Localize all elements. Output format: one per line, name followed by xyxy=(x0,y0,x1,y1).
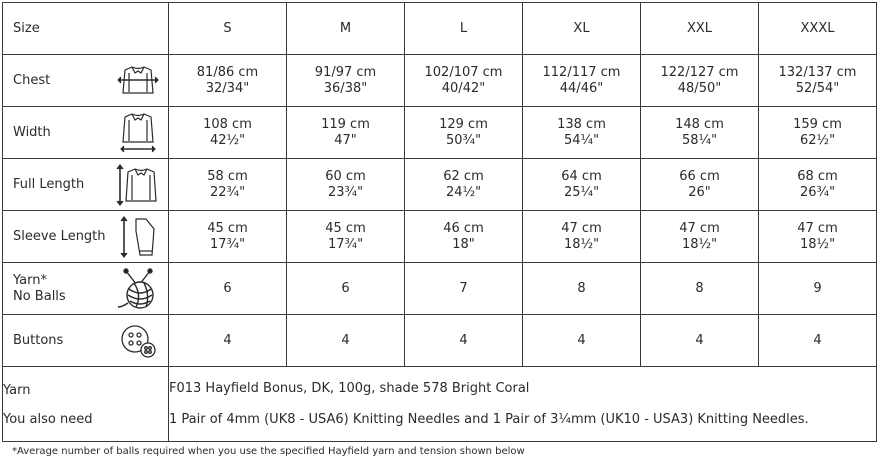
buttons-row xyxy=(3,315,877,367)
full-length-m-in: 23¾" xyxy=(327,184,364,200)
size-l-header: L xyxy=(405,3,523,55)
size-header-cell xyxy=(3,3,169,55)
also-need-label: You also need xyxy=(3,412,93,427)
full-length-l-cm: 62 cm xyxy=(443,168,484,184)
width-xl-cell xyxy=(523,107,641,159)
sleeve-length-m-in: 17¾" xyxy=(327,236,364,252)
full-length-label-cell xyxy=(3,159,169,211)
buttons-l-cell: 4 xyxy=(405,315,523,367)
size-header-label: Size xyxy=(13,20,40,36)
chest-label: Chest xyxy=(13,72,51,88)
full-length-label: Full Length xyxy=(13,176,85,192)
chest-s-cm: 81/86 cm xyxy=(196,64,259,80)
sleeve-length-xxxl-cm: 47 cm xyxy=(797,220,838,236)
full-length-s-cm: 58 cm xyxy=(207,168,248,184)
buttons-xl-cell: 4 xyxy=(523,315,641,367)
full-length-s-cell xyxy=(169,159,287,211)
yarn-balls-label xyxy=(13,273,66,305)
width-xxl-in: 58¼" xyxy=(681,132,718,148)
chest-m-cell xyxy=(287,55,405,107)
sleeve-length-s-cm: 45 cm xyxy=(207,220,248,236)
width-m-cm: 119 cm xyxy=(321,116,370,132)
size-xxl-header: XXL xyxy=(641,3,759,55)
also-need-text: 1 Pair of 4mm (UK8 - USA6) Knitting Needles and 1 Pair of 3¼mm (UK10 - USA3) Knitting Needles. xyxy=(169,411,809,427)
width-l-cm: 129 cm xyxy=(439,116,488,132)
buttons-xxxl-cell: 4 xyxy=(759,315,877,367)
sleeve-length-xxl-in: 18½" xyxy=(681,236,718,252)
chest-m-cm: 91/97 cm xyxy=(314,64,377,80)
full-length-xxl-cm: 66 cm xyxy=(679,168,720,184)
width-s-cell xyxy=(169,107,287,159)
width-row xyxy=(3,107,877,159)
full-length-xxxl-in: 26¾" xyxy=(799,184,836,200)
chest-xxl-cm: 122/127 cm xyxy=(660,64,739,80)
chest-xxxl-in: 52/54" xyxy=(795,80,840,96)
sleeve-length-label: Sleeve Length xyxy=(13,228,106,244)
yarn-balls-l-cell: 7 xyxy=(405,263,523,315)
chest-xxxl-cell xyxy=(759,55,877,107)
chest-s-cell xyxy=(169,55,287,107)
sweater-width-icon xyxy=(116,111,160,155)
sweater-length-icon xyxy=(116,163,160,207)
buttons-label: Buttons xyxy=(13,332,64,348)
sleeve-length-s-in: 17¾" xyxy=(209,236,246,252)
sleeve-length-xl-cm: 47 cm xyxy=(561,220,602,236)
size-xl-header: XL xyxy=(523,3,641,55)
buttons-label-cell xyxy=(3,315,169,367)
full-length-l-in: 24½" xyxy=(445,184,482,200)
yarn-balls-xxl-cell: 8 xyxy=(641,263,759,315)
size-s-header: S xyxy=(169,3,287,55)
sleeve-length-s-cell xyxy=(169,211,287,263)
chest-xxxl-cm: 132/137 cm xyxy=(778,64,857,80)
materials-row xyxy=(3,367,877,442)
width-m-cell xyxy=(287,107,405,159)
full-length-row xyxy=(3,159,877,211)
sleeve-length-xxl-cm: 47 cm xyxy=(679,220,720,236)
width-xxxl-cm: 159 cm xyxy=(793,116,842,132)
sleeve-length-xxxl-cell xyxy=(759,211,877,263)
sleeve-length-xl-in: 18½" xyxy=(563,236,600,252)
yarn-ball-icon xyxy=(116,267,160,311)
size-m-header: M xyxy=(287,3,405,55)
buttons-xxl-cell: 4 xyxy=(641,315,759,367)
sleeve-length-xl-cell xyxy=(523,211,641,263)
width-l-cell xyxy=(405,107,523,159)
chest-xl-cm: 112/117 cm xyxy=(542,64,621,80)
yarn-label: Yarn xyxy=(3,383,31,398)
chest-l-in: 40/42" xyxy=(441,80,486,96)
size-table xyxy=(2,2,877,442)
full-length-s-in: 22¾" xyxy=(209,184,246,200)
full-length-m-cm: 60 cm xyxy=(325,168,366,184)
sleeve-length-l-cm: 46 cm xyxy=(443,220,484,236)
yarn-balls-xl-cell: 8 xyxy=(523,263,641,315)
sleeve-length-m-cm: 45 cm xyxy=(325,220,366,236)
chest-xxl-in: 48/50" xyxy=(677,80,722,96)
full-length-l-cell xyxy=(405,159,523,211)
yarn-balls-row xyxy=(3,263,877,315)
full-length-xl-in: 25¼" xyxy=(563,184,600,200)
full-length-xl-cell xyxy=(523,159,641,211)
chest-l-cm: 102/107 cm xyxy=(424,64,503,80)
chest-label-cell xyxy=(3,55,169,107)
full-length-xxl-in: 26" xyxy=(688,184,711,200)
sleeve-length-label-cell xyxy=(3,211,169,263)
footnote: *Average number of balls required when you use the specified Hayfield yarn and tension shown below xyxy=(12,446,525,457)
yarn-balls-m-cell: 6 xyxy=(287,263,405,315)
sleeve-length-row xyxy=(3,211,877,263)
chest-xxl-cell xyxy=(641,55,759,107)
width-s-cm: 108 cm xyxy=(203,116,252,132)
width-xxl-cell xyxy=(641,107,759,159)
sleeve-length-m-cell xyxy=(287,211,405,263)
width-xxl-cm: 148 cm xyxy=(675,116,724,132)
full-length-xxxl-cell xyxy=(759,159,877,211)
full-length-m-cell xyxy=(287,159,405,211)
sleeve-length-xxxl-in: 18½" xyxy=(799,236,836,252)
chest-xl-cell xyxy=(523,55,641,107)
sleeve-length-icon xyxy=(116,215,160,259)
width-xl-in: 54¼" xyxy=(563,132,600,148)
chest-xl-in: 44/46" xyxy=(559,80,604,96)
size-header-row xyxy=(3,3,877,55)
width-xxxl-cell xyxy=(759,107,877,159)
chest-row xyxy=(3,55,877,107)
yarn-balls-label-line2: No Balls xyxy=(13,288,66,304)
full-length-xxl-cell xyxy=(641,159,759,211)
full-length-xxxl-cm: 68 cm xyxy=(797,168,838,184)
width-label: Width xyxy=(13,124,51,140)
sleeve-length-l-cell xyxy=(405,211,523,263)
chest-l-cell xyxy=(405,55,523,107)
yarn-text: F013 Hayfield Bonus, DK, 100g, shade 578 Bright Coral xyxy=(169,380,530,396)
sweater-chest-icon xyxy=(116,59,160,103)
buttons-m-cell: 4 xyxy=(287,315,405,367)
width-s-in: 42½" xyxy=(209,132,246,148)
size-xxxl-header: XXXL xyxy=(759,3,877,55)
yarn-balls-xxxl-cell: 9 xyxy=(759,263,877,315)
buttons-icon xyxy=(116,319,160,363)
yarn-balls-label-cell xyxy=(3,263,169,315)
sleeve-length-xxl-cell xyxy=(641,211,759,263)
sleeve-length-l-in: 18" xyxy=(452,236,475,252)
chest-m-in: 36/38" xyxy=(323,80,368,96)
materials-text-cell xyxy=(169,367,877,442)
width-label-cell xyxy=(3,107,169,159)
chest-s-in: 32/34" xyxy=(205,80,250,96)
yarn-balls-s-cell: 6 xyxy=(169,263,287,315)
width-xxxl-in: 62½" xyxy=(799,132,836,148)
yarn-balls-label-line1: Yarn* xyxy=(13,272,47,288)
buttons-s-cell: 4 xyxy=(169,315,287,367)
full-length-xl-cm: 64 cm xyxy=(561,168,602,184)
width-xl-cm: 138 cm xyxy=(557,116,606,132)
materials-label-cell xyxy=(3,367,169,442)
width-l-in: 50¾" xyxy=(445,132,482,148)
width-m-in: 47" xyxy=(334,132,357,148)
